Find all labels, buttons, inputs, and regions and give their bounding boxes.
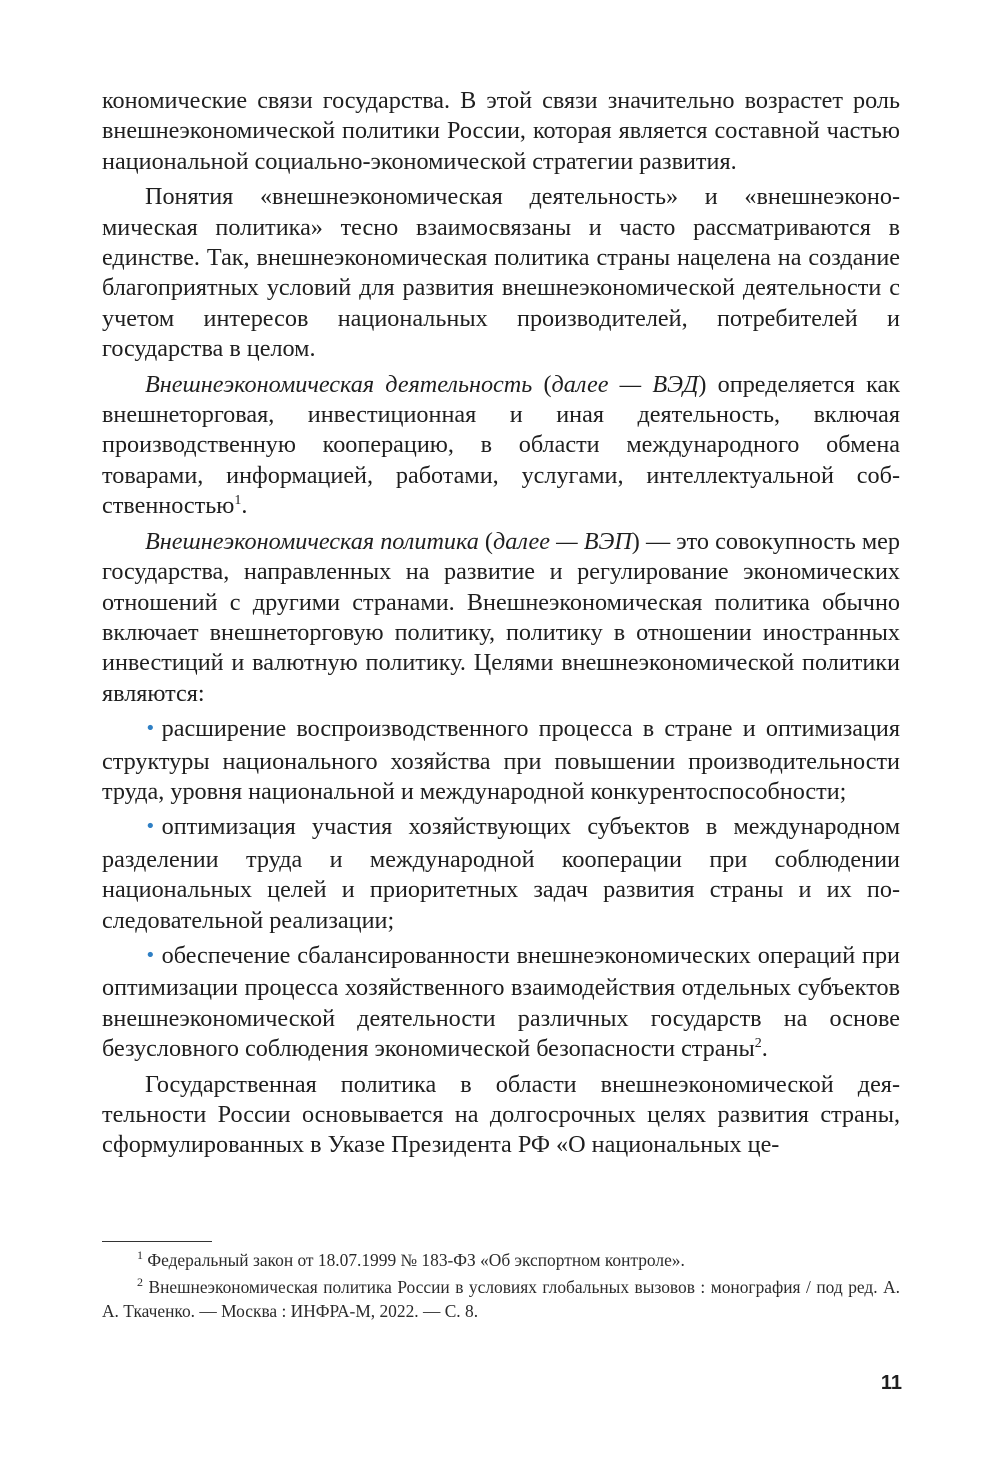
list-item bbox=[102, 812, 900, 936]
footnote-text: Внешнеэкономическая политика России в условиях глобальных вызовов : монография / под ред. А. А. Ткаченко. — Москва : ИНФРА-М, 2022. — С. 8. bbox=[102, 1277, 900, 1321]
list-item-text: расширение воспроизводственного процесса в стране и оптимизация структуры национального хозяйства при повышении производительности труда, уровня национальной и международной конкурентоспособности; bbox=[102, 715, 900, 805]
footnote-number: 1 bbox=[137, 1248, 143, 1263]
list-item-text: оптимизация участия хозяйствующих субъектов в международном разделении труда и международной кооперации при соблюдении национальных целей и приоритетных задач развития страны и их последовательной реализации; bbox=[102, 813, 900, 934]
footnote-text: Федеральный закон от 18.07.1999 № 183-ФЗ «Об экспортном контроле». bbox=[143, 1250, 685, 1270]
list-item-text: обеспечение сбалансированности внешнеэкономических операций при оптимизации процесса хозяйственного взаимодействия отдельных субъектов внешнеэкономической деятельности различных государств на основе безусловного соблюдения экономической безопасности страны bbox=[102, 941, 900, 1063]
page-number: 11 bbox=[880, 1372, 902, 1394]
paragraph-3-text: ) определяется как внешнеторговая, инвестиционная и иная деятельность, включая производственную кооперацию, в области международного обмена товарами, информацией, работами, услугами, интеллектуальной собственностью bbox=[102, 370, 900, 520]
footnote-1 bbox=[102, 1248, 900, 1272]
paragraph-4 bbox=[102, 527, 900, 709]
paragraph-1: кономические связи государства. В этой связи значительно возрастет роль внешнеэкономической политики России, которая является составной частью национальной социально-экономической стратегии развития. bbox=[102, 87, 900, 175]
paragraph-2: Понятия «внешнеэкономическая деятельность» и «внешнеэкономическая политика» тесно взаимосвязаны и часто рассматриваются в единстве. Так, внешнеэкономическая политика страны нацелена на создание благоприятных условий для развития внешнеэкономической деятельности с учетом интересов национальных производителей, потребителей и государства в целом. bbox=[102, 183, 900, 363]
paragraph-3 bbox=[102, 370, 900, 522]
paragraph-4-text: ) — это совокупность мер государства, направленных на развитие и регулирование экономических отношений с другими странами. Внешнеэкономическая политика обычно включает внешнеторговую политику, политику в отношении иностранных инвестиций и валютную политику. Целями внешнеэкономической политики являются: bbox=[102, 527, 900, 707]
list-item-end: . bbox=[761, 1035, 768, 1063]
footnotes bbox=[102, 1241, 900, 1323]
bullet-icon: • bbox=[145, 944, 156, 966]
bullet-icon: • bbox=[145, 816, 156, 838]
term-ved: Внешнеэкономическая деятельность bbox=[145, 370, 533, 398]
abbr-vep: далее — ВЭП bbox=[493, 527, 632, 555]
footnote-number: 2 bbox=[137, 1275, 143, 1290]
footnote-2 bbox=[102, 1275, 900, 1323]
term-vep: Внешнеэкономическая политика bbox=[145, 527, 479, 555]
paren-open: ( bbox=[532, 370, 552, 398]
footnote-divider bbox=[102, 1241, 212, 1242]
paragraph-3-end: . bbox=[241, 492, 248, 520]
abbr-ved: далее — ВЭД bbox=[551, 370, 699, 398]
list-item bbox=[102, 714, 900, 807]
bullet-icon: • bbox=[145, 718, 156, 740]
paragraph-5: Государственная политика в области внешнеэкономической деятельности России основывается на долгосрочных целях развития страны, сформулированных в Указе Президента РФ «О национальных це- bbox=[102, 1070, 900, 1159]
main-text bbox=[102, 86, 900, 1161]
footnote-ref-2: 2 bbox=[754, 1036, 762, 1052]
footnote-ref-1: 1 bbox=[234, 493, 242, 509]
list-item bbox=[102, 941, 900, 1065]
paren-open: ( bbox=[478, 527, 493, 555]
